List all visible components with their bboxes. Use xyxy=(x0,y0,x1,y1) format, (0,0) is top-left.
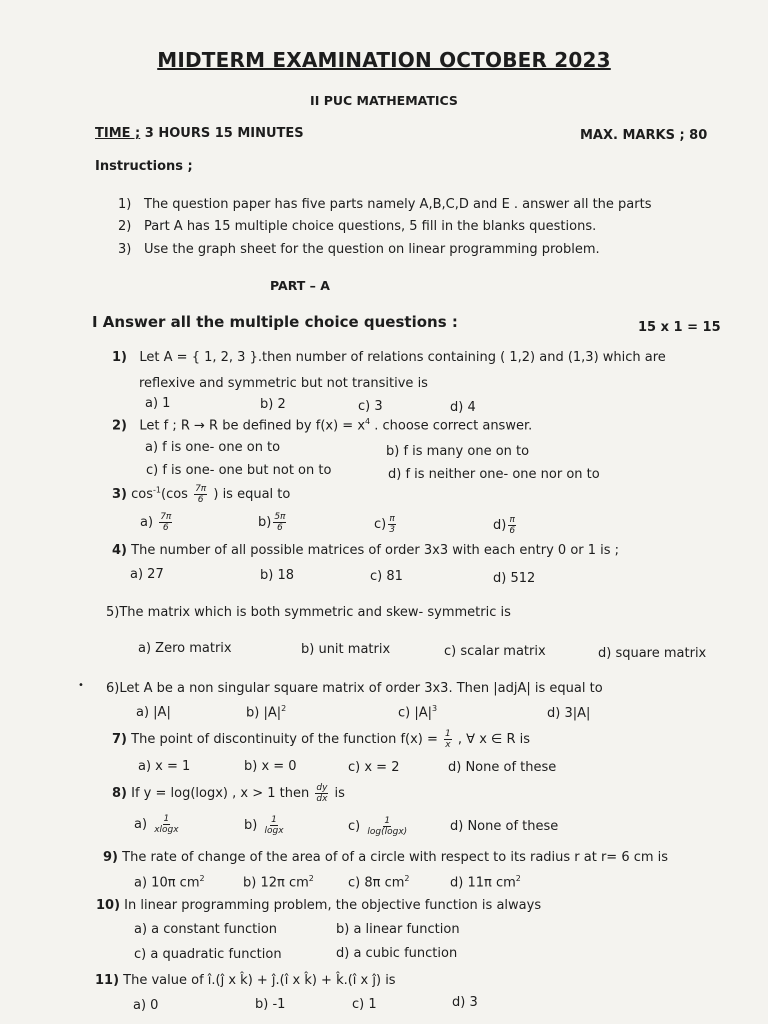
question-number: 3) xyxy=(112,487,127,502)
q6-option-a: a) |A| xyxy=(136,705,171,720)
fraction xyxy=(194,484,207,505)
denominator: 6 xyxy=(509,526,516,536)
q3-option-d xyxy=(493,515,518,536)
question-number: 7) xyxy=(112,732,127,747)
exam-title: MIDTERM EXAMINATION OCTOBER 2023 xyxy=(157,48,611,72)
q1-option-c: c) 3 xyxy=(358,399,383,414)
option-label: b) |A| xyxy=(246,705,282,721)
option-label: c) |A| xyxy=(398,705,433,721)
question-text: Let A be a non singular square matrix of order 3x3. Then |adjA| is equal to xyxy=(119,681,603,696)
q8-option-a xyxy=(134,814,182,835)
question-1 xyxy=(112,350,666,365)
q10-option-a: a) a constant function xyxy=(134,922,278,937)
denominator: dx xyxy=(316,794,328,804)
q6-option-d: d) 3|A| xyxy=(547,706,591,721)
option-label: c) xyxy=(374,517,387,532)
q5-option-d: d) square matrix xyxy=(598,646,707,661)
question-text: (cos xyxy=(161,487,193,502)
question-text: cos xyxy=(127,487,154,502)
question-number: 2) xyxy=(112,418,127,434)
question-8 xyxy=(112,783,345,804)
option-label: b) xyxy=(258,515,272,530)
question-11 xyxy=(95,973,396,988)
exponent: -1 xyxy=(153,485,161,495)
q4-option-c: c) 81 xyxy=(370,569,403,584)
question-number: 8) xyxy=(112,786,127,801)
q11-option-d: d) 3 xyxy=(452,995,478,1010)
numerator: 1 xyxy=(271,815,277,825)
instruction-text: Part A has 15 multiple choice questions, 5 fill in the blanks questions. xyxy=(144,219,597,234)
option-label: c) 8π cm xyxy=(348,875,405,891)
numerator: 1 xyxy=(445,729,451,739)
option-label: b) 12π cm xyxy=(243,875,309,891)
q8-option-c xyxy=(348,816,410,837)
option-label: c) xyxy=(348,819,361,834)
denominator: 6 xyxy=(277,523,283,533)
q6-option-b xyxy=(246,704,286,720)
exponent: 2 xyxy=(281,704,287,713)
denominator: 6 xyxy=(197,495,204,505)
denominator: x xyxy=(445,740,451,750)
numerator: 1 xyxy=(163,814,170,824)
numerator: 5π xyxy=(274,512,286,522)
q8-option-b xyxy=(244,815,287,836)
q10-option-b: b) a linear function xyxy=(336,922,460,937)
question-number: 10) xyxy=(96,898,121,913)
question-number: 6) xyxy=(106,681,120,696)
time-label: TIME ; xyxy=(95,126,141,141)
q3-option-a xyxy=(140,512,174,533)
max-marks: MAX. MARKS ; 80 xyxy=(580,128,708,143)
question-number: 11) xyxy=(95,973,120,988)
q5-option-b: b) unit matrix xyxy=(301,642,391,657)
fraction xyxy=(263,815,284,836)
q10-option-c: c) a quadratic function xyxy=(134,947,282,962)
question-5 xyxy=(106,605,511,620)
question-1-line2: reflexive and symmetric but not transitive is xyxy=(139,376,428,391)
option-label: b) xyxy=(244,818,258,833)
question-text: The value of î.(ĵ x k̂) + ĵ.(î x k̂) + k̂.(î x ĵ) is xyxy=(119,973,396,988)
denominator: xlogx xyxy=(154,825,179,835)
question-text: If y = log(logx) , x > 1 then xyxy=(127,786,314,801)
denominator: log(logx) xyxy=(367,827,408,837)
instruction-text: Use the graph sheet for the question on linear programming problem. xyxy=(144,242,600,257)
fraction xyxy=(508,515,516,536)
question-text-end: is xyxy=(330,786,345,801)
fraction xyxy=(388,514,396,535)
instruction-item xyxy=(118,242,600,257)
q11-option-b: b) -1 xyxy=(255,997,286,1012)
question-2 xyxy=(112,417,532,433)
q9-option-d xyxy=(450,874,521,890)
section-marks: 15 x 1 = 15 xyxy=(638,320,721,335)
fraction xyxy=(315,783,328,804)
question-10 xyxy=(96,898,541,913)
instructions-heading: Instructions ; xyxy=(95,159,193,174)
question-text-end: ) is equal to xyxy=(209,487,291,502)
exponent: 2 xyxy=(515,874,521,883)
question-text: In linear programming problem, the objective function is always xyxy=(120,898,542,913)
q9-option-c xyxy=(348,874,410,890)
question-text: The number of all possible matrices of order 3x3 with each entry 0 or 1 is ; xyxy=(127,543,620,558)
q9-option-a xyxy=(134,874,205,890)
question-text: Let f ; R → R be defined by f(x) = x xyxy=(139,418,366,434)
section-heading: I Answer all the multiple choice questions : xyxy=(92,313,458,331)
numerator: 1 xyxy=(384,816,391,826)
question-text: The point of discontinuity of the function f(x) = xyxy=(127,732,443,747)
q4-option-a: a) 27 xyxy=(130,567,164,582)
denominator: 3 xyxy=(389,525,395,535)
q3-option-b xyxy=(258,512,288,533)
fraction xyxy=(273,512,286,533)
instruction-item xyxy=(118,219,596,234)
q1-option-a: a) 1 xyxy=(145,396,171,411)
q2-option-b: b) f is many one on to xyxy=(386,444,530,459)
q11-option-c: c) 1 xyxy=(352,997,377,1012)
option-label: d) 11π cm xyxy=(450,875,516,891)
exponent: 3 xyxy=(432,704,438,713)
q6-option-c xyxy=(398,704,437,720)
denominator: logx xyxy=(264,826,284,836)
instruction-item xyxy=(118,197,651,212)
question-4 xyxy=(112,543,619,558)
exponent: 2 xyxy=(199,874,205,883)
fraction xyxy=(444,729,452,750)
subject-line: II PUC MATHEMATICS xyxy=(310,93,458,108)
numerator: dy xyxy=(316,783,328,793)
instruction-number: 1) xyxy=(118,197,132,212)
numerator: 7π xyxy=(160,512,172,522)
question-text: The matrix which is both symmetric and skew- symmetric is xyxy=(119,605,511,620)
question-number: 4) xyxy=(112,543,127,558)
q7-option-c: c) x = 2 xyxy=(348,760,400,775)
exponent: 2 xyxy=(308,874,314,883)
q10-option-d: d) a cubic function xyxy=(336,946,458,961)
q1-option-d: d) 4 xyxy=(450,400,476,415)
question-9 xyxy=(103,850,668,865)
q8-option-d: d) None of these xyxy=(450,819,559,834)
numerator: 7π xyxy=(195,484,207,494)
question-3 xyxy=(112,484,290,505)
option-label: a) xyxy=(140,515,154,530)
exponent: 4 xyxy=(365,417,371,426)
q5-option-a: a) Zero matrix xyxy=(138,641,232,656)
q3-option-c xyxy=(374,514,398,535)
instruction-text: The question paper has five parts namely A,B,C,D and E . answer all the parts xyxy=(144,197,652,212)
instruction-number: 2) xyxy=(118,219,132,234)
time-value: 3 HOURS 15 MINUTES xyxy=(140,126,304,141)
q7-option-a: a) x = 1 xyxy=(138,759,191,774)
question-number: 9) xyxy=(103,850,118,865)
fraction xyxy=(159,512,172,533)
question-text-end: . choose correct answer. xyxy=(370,418,533,434)
q4-option-d: d) 512 xyxy=(493,571,536,586)
fraction xyxy=(153,814,179,835)
question-7 xyxy=(112,729,530,750)
q7-option-b: b) x = 0 xyxy=(244,759,297,774)
time-line xyxy=(95,126,304,141)
q7-option-d: d) None of these xyxy=(448,760,557,775)
option-label: d) xyxy=(493,518,507,533)
q1-option-b: b) 2 xyxy=(260,397,286,412)
instruction-number: 3) xyxy=(118,242,132,257)
question-text: The rate of change of the area of of a circle with respect to its radius r at r= 6 cm is xyxy=(118,850,669,865)
part-a-heading: PART – A xyxy=(270,278,330,293)
q4-option-b: b) 18 xyxy=(260,568,294,583)
numerator: π xyxy=(509,515,515,525)
denominator: 6 xyxy=(162,523,169,533)
option-label: a) xyxy=(134,817,148,832)
question-text-end: , ∀ x ∈ R is xyxy=(453,732,531,747)
question-text: Let A = { 1, 2, 3 }.then number of relations containing ( 1,2) and (1,3) which are xyxy=(139,350,666,365)
q9-option-b xyxy=(243,874,314,890)
option-label: a) 10π cm xyxy=(134,875,200,891)
numerator: π xyxy=(389,514,395,524)
exponent: 2 xyxy=(404,874,410,883)
question-number: 5) xyxy=(106,605,120,620)
stray-mark: • xyxy=(78,680,84,691)
q2-option-a: a) f is one- one on to xyxy=(145,440,281,455)
q2-option-c: c) f is one- one but not on to xyxy=(146,463,332,478)
q2-option-d: d) f is neither one- one nor on to xyxy=(388,467,600,482)
question-number: 1) xyxy=(112,350,127,365)
q11-option-a: a) 0 xyxy=(133,998,159,1013)
question-6 xyxy=(106,681,603,696)
fraction xyxy=(366,816,408,837)
q5-option-c: c) scalar matrix xyxy=(444,644,546,659)
